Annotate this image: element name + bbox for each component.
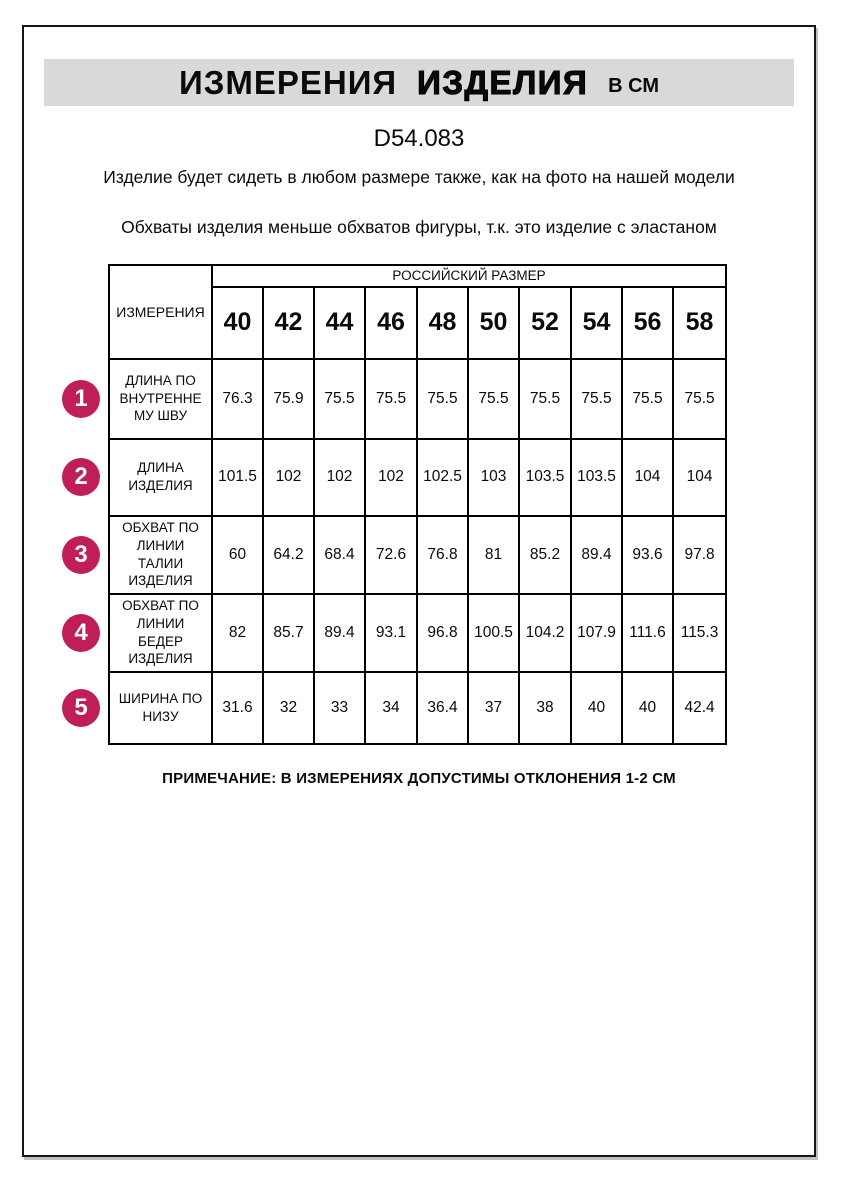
fit-note: Изделие будет сидеть в любом размере также, как на фото на нашей модели xyxy=(103,167,735,187)
size-column-header: 58 xyxy=(673,287,726,359)
row-number-badge: 5 xyxy=(62,689,100,727)
measurement-value: 103.5 xyxy=(519,439,571,516)
row-number-badge: 3 xyxy=(62,536,100,574)
row-number-badge: 1 xyxy=(62,380,100,418)
title-units: В СМ xyxy=(608,74,660,97)
measurement-label: ОБХВАТ ПО ЛИНИИ ТАЛИИ ИЗДЕЛИЯ xyxy=(109,516,212,594)
measurement-value: 75.5 xyxy=(622,359,673,439)
measurement-value: 85.7 xyxy=(263,594,314,672)
measurement-label: ШИРИНА ПО НИЗУ xyxy=(109,672,212,744)
measurement-value: 75.5 xyxy=(673,359,726,439)
measurement-value: 60 xyxy=(212,516,263,594)
measurement-value: 75.9 xyxy=(263,359,314,439)
measurement-value: 64.2 xyxy=(263,516,314,594)
measurement-value: 38 xyxy=(519,672,571,744)
size-column-header: 48 xyxy=(417,287,468,359)
measurement-value: 40 xyxy=(622,672,673,744)
measurement-value: 76.8 xyxy=(417,516,468,594)
measurement-value: 103.5 xyxy=(571,439,622,516)
measurement-value: 75.5 xyxy=(571,359,622,439)
title-product: ИЗДЕЛИЯ xyxy=(417,63,589,101)
measurement-value: 89.4 xyxy=(314,594,365,672)
measurement-value: 34 xyxy=(365,672,417,744)
measurement-value: 72.6 xyxy=(365,516,417,594)
table-row xyxy=(54,672,726,744)
row-number-badge: 2 xyxy=(62,458,100,496)
row-number-badge: 4 xyxy=(62,614,100,652)
size-column-header: 56 xyxy=(622,287,673,359)
table-row xyxy=(54,516,726,594)
measurement-value: 93.1 xyxy=(365,594,417,672)
model-code: D54.083 xyxy=(373,125,465,152)
measurement-value: 111.6 xyxy=(622,594,673,672)
elastane-note: Обхваты изделия меньше обхватов фигуры, т.к. это изделие с эластаном xyxy=(121,216,717,237)
measurement-value: 85.2 xyxy=(519,516,571,594)
measurement-value: 101.5 xyxy=(212,439,263,516)
measurement-value: 82 xyxy=(212,594,263,672)
measurement-value: 40 xyxy=(571,672,622,744)
measurement-value: 115.3 xyxy=(673,594,726,672)
measurement-value: 75.5 xyxy=(417,359,468,439)
row-badge-cell xyxy=(54,516,109,594)
measurement-value: 104 xyxy=(622,439,673,516)
measurement-value: 75.5 xyxy=(314,359,365,439)
measurement-value: 75.5 xyxy=(468,359,519,439)
measurement-value: 68.4 xyxy=(314,516,365,594)
size-column-header: 46 xyxy=(365,287,417,359)
measurement-value: 102 xyxy=(365,439,417,516)
row-badge-cell xyxy=(54,594,109,672)
measurement-value: 76.3 xyxy=(212,359,263,439)
measurement-value: 93.6 xyxy=(622,516,673,594)
table-row xyxy=(54,594,726,672)
measurement-value: 32 xyxy=(263,672,314,744)
measurements-table xyxy=(54,264,727,745)
row-badge-cell xyxy=(54,672,109,744)
measurement-value: 75.5 xyxy=(519,359,571,439)
size-column-header: 42 xyxy=(263,287,314,359)
table-row xyxy=(54,359,726,439)
document-page xyxy=(22,25,816,1157)
measurement-value: 33 xyxy=(314,672,365,744)
measurement-value: 107.9 xyxy=(571,594,622,672)
table-row xyxy=(54,439,726,516)
row-badge-cell xyxy=(54,359,109,439)
measurement-value: 97.8 xyxy=(673,516,726,594)
measurements-column-header: ИЗМЕРЕНИЯ xyxy=(109,265,212,359)
size-column-header: 52 xyxy=(519,287,571,359)
measurement-value: 103 xyxy=(468,439,519,516)
size-group-header: РОССИЙСКИЙ РАЗМЕР xyxy=(212,265,726,287)
measurement-value: 102.5 xyxy=(417,439,468,516)
measurement-value: 89.4 xyxy=(571,516,622,594)
measurement-value: 96.8 xyxy=(417,594,468,672)
measurement-value: 36.4 xyxy=(417,672,468,744)
size-column-header: 40 xyxy=(212,287,263,359)
size-column-header: 44 xyxy=(314,287,365,359)
measurement-value: 42.4 xyxy=(673,672,726,744)
measurement-label: ОБХВАТ ПО ЛИНИИ БЕДЕР ИЗДЕЛИЯ xyxy=(109,594,212,672)
size-column-header: 50 xyxy=(468,287,519,359)
measurement-value: 104 xyxy=(673,439,726,516)
page-title-bar xyxy=(44,59,794,106)
measurement-value: 31.6 xyxy=(212,672,263,744)
footnote: ПРИМЕЧАНИЕ: В ИЗМЕРЕНИЯХ ДОПУСТИМЫ ОТКЛОНЕНИЯ 1-2 СМ xyxy=(162,769,676,787)
measurement-value: 37 xyxy=(468,672,519,744)
measurement-value: 104.2 xyxy=(519,594,571,672)
measurement-label: ДЛИНА ИЗДЕЛИЯ xyxy=(109,439,212,516)
measurement-value: 100.5 xyxy=(468,594,519,672)
table-header-row-group xyxy=(54,265,726,287)
measurement-value: 81 xyxy=(468,516,519,594)
measurement-value: 102 xyxy=(314,439,365,516)
title-measurements: ИЗМЕРЕНИЯ xyxy=(178,63,398,101)
measurement-label: ДЛИНА ПО ВНУТРЕННЕМУ ШВУ xyxy=(109,359,212,439)
badge-column-spacer xyxy=(54,265,109,359)
row-badge-cell xyxy=(54,439,109,516)
measurement-value: 75.5 xyxy=(365,359,417,439)
measurement-value: 102 xyxy=(263,439,314,516)
size-column-header: 54 xyxy=(571,287,622,359)
